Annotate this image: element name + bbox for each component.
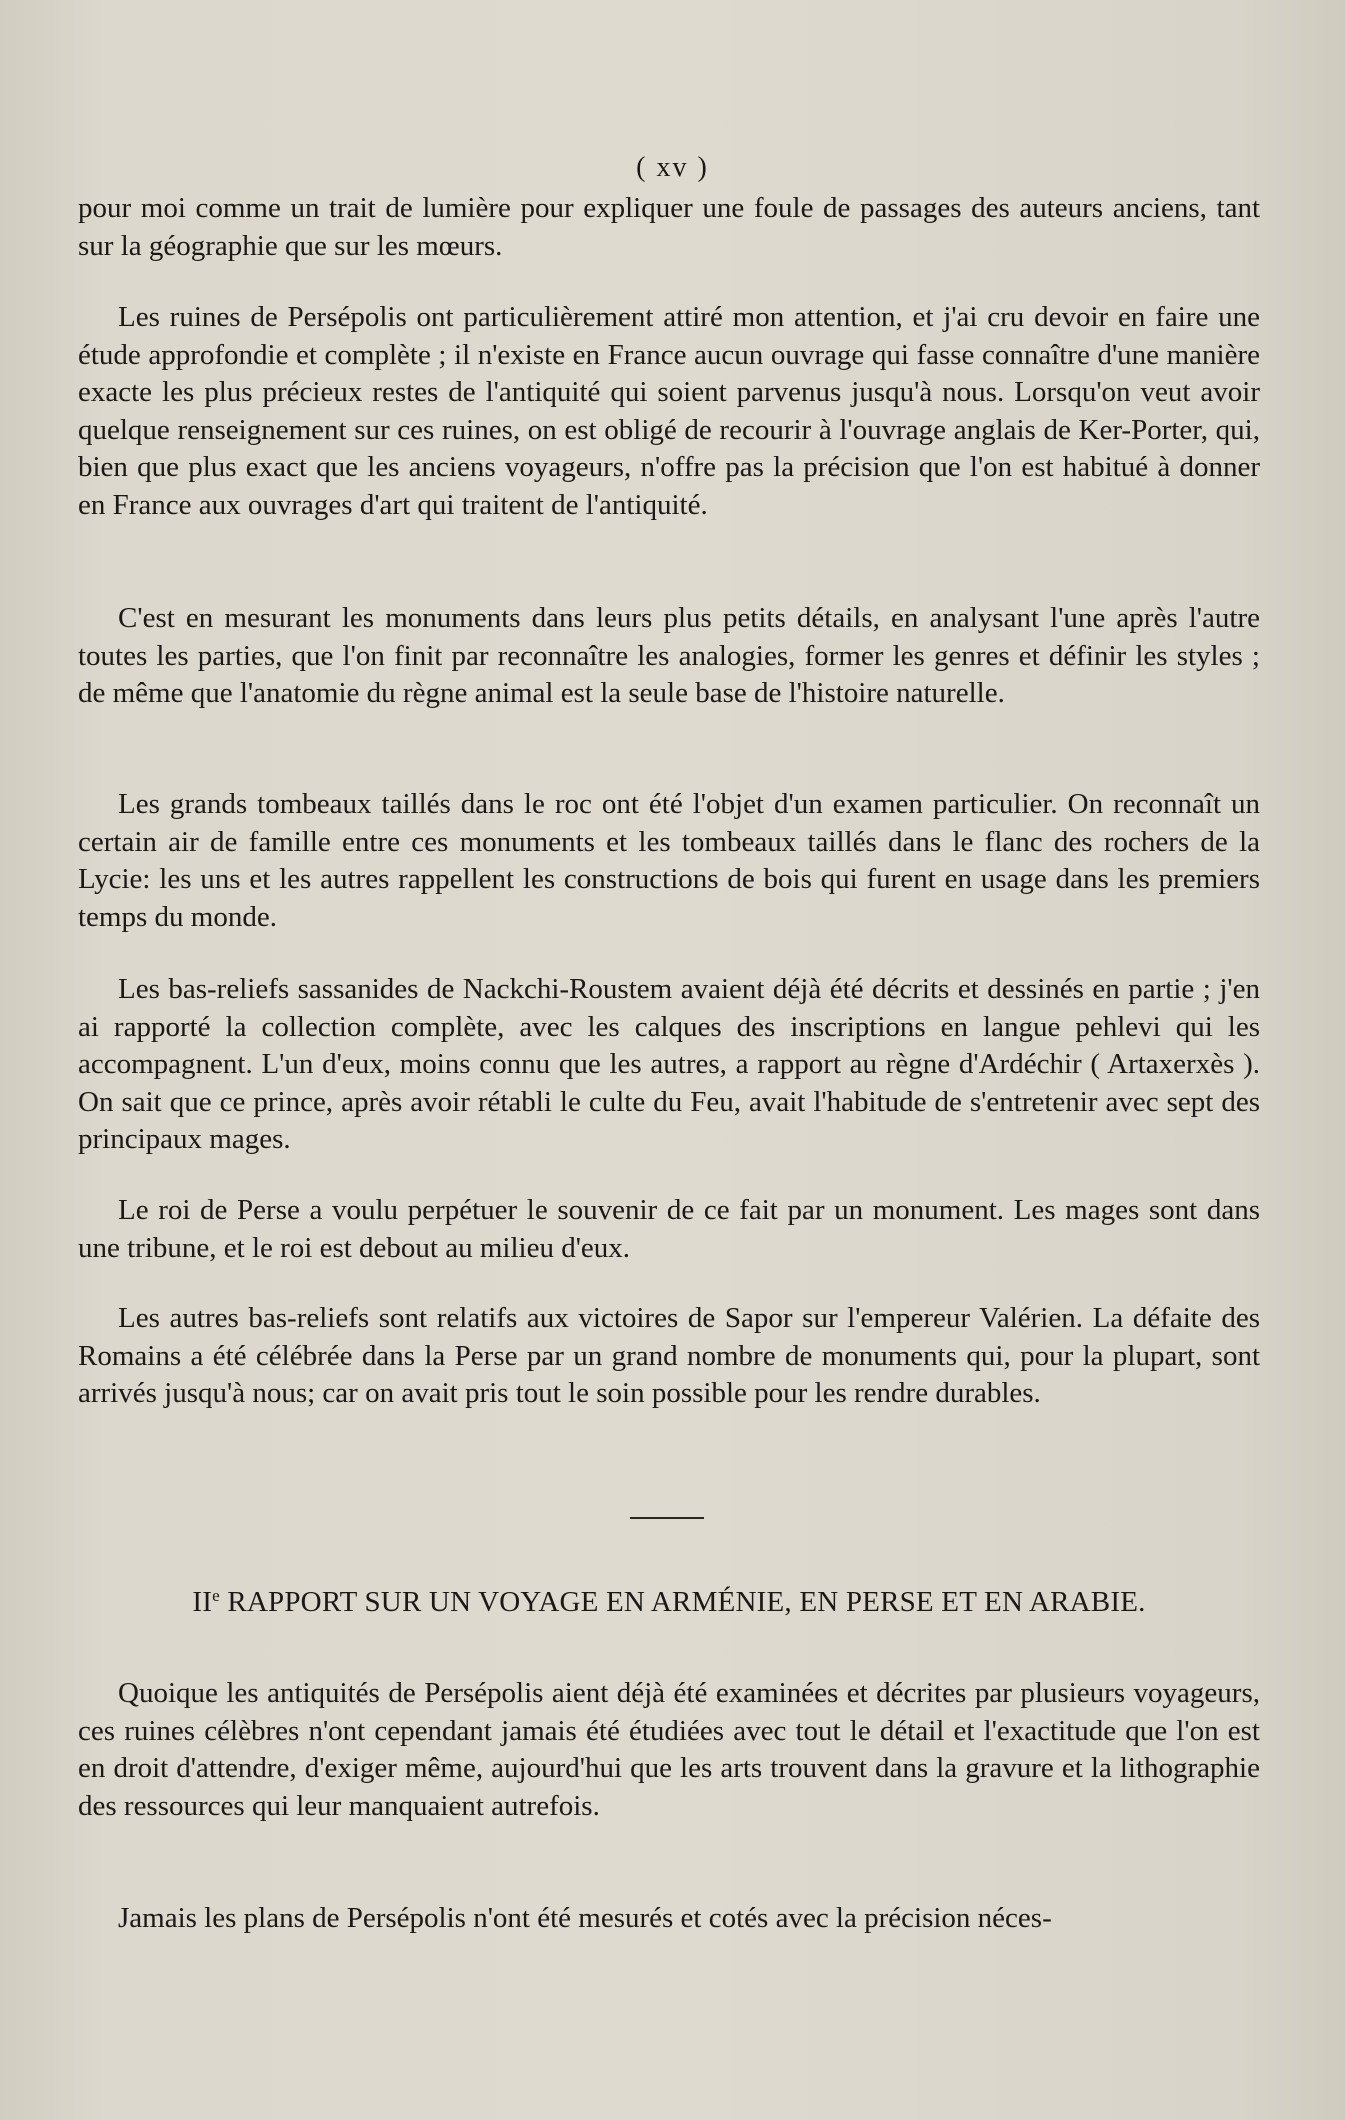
paragraph-3-block — [78, 600, 1260, 713]
paragraph-5-block — [78, 971, 1260, 1159]
paragraph-1-block — [78, 190, 1260, 265]
section-paragraph-1: Quoique les antiquités de Persépolis aient déjà été examinées et décrites par plusieurs voyageurs, ces ruines célèbres n'ont cependant jamais été étudiées avec tout le détail et l'exactitude que l'on est en droit d'attendre, d'exiger même, aujourd'hui que les arts trouvent dans la gravure et la lithographie des ressources qui leur manquaient autrefois. — [78, 1677, 1260, 1822]
paragraph-3: C'est en mesurant les monuments dans leurs plus petits détails, en analysant l'une après l'autre toutes les parties, que l'on finit par reconnaître les analogies, former les genres et définir les styles ; de même que l'anatomie du règne animal est la seule base de l'histoire naturelle. — [78, 602, 1260, 709]
page-number: ( xv ) — [636, 152, 709, 183]
section-heading-title: RAPPORT SUR UN VOYAGE EN ARMÉNIE, EN PERSE ET EN ARABIE. — [219, 1586, 1146, 1618]
paragraph-4-block — [78, 786, 1260, 936]
section-heading-numeral: II — [192, 1586, 213, 1618]
paragraph-7: Les autres bas-reliefs sont relatifs aux victoires de Sapor sur l'empereur Valérien. La défaite des Romains a été célébrée dans la Perse par un grand nombre de monuments qui, pour la plupart, sont arrivés jusqu'à nous; car on avait pris tout le soin possible pour les rendre durables. — [78, 1302, 1260, 1409]
section-paragraph-2-block — [78, 1900, 1260, 1938]
section-paragraph-2: Jamais les plans de Persépolis n'ont été mesurés et cotés avec la précision néces- — [118, 1902, 1052, 1934]
paragraph-7-block — [78, 1300, 1260, 1413]
section-paragraph-1-block — [78, 1675, 1260, 1825]
paragraph-5: Les bas-reliefs sassanides de Nackchi-Roustem avaient déjà été décrits et dessinés en partie ; j'en ai rapporté la collection complète, avec les calques des inscriptions en langue pehlevi qui les accompagnent. L'un d'eux, moins connu que les autres, a rapport au règne d'Ardéchir ( Artaxerxès ). On sait que ce prince, après avoir rétabli le culte du Feu, avait l'habitude de s'entretenir avec sept des principaux mages. — [78, 973, 1260, 1155]
paragraph-1: pour moi comme un trait de lumière pour expliquer une foule de passages des auteurs anciens, tant sur la géographie que sur les mœurs. — [78, 192, 1260, 262]
paragraph-6-block — [78, 1192, 1260, 1267]
section-divider — [630, 1517, 704, 1519]
paragraph-4: Les grands tombeaux taillés dans le roc ont été l'objet d'un examen particulier. On reconnaît un certain air de famille entre ces monuments et les tombeaux taillés dans le flanc des rochers de la Lycie: les uns et les autres rappellent les constructions de bois qui furent en usage dans les premiers temps du monde. — [78, 788, 1260, 933]
section-heading-superscript: e — [212, 1586, 220, 1605]
paragraph-2-block — [78, 299, 1260, 524]
section-heading — [78, 1586, 1260, 1619]
paragraph-6: Le roi de Perse a voulu perpétuer le souvenir de ce fait par un monument. Les mages sont dans une tribune, et le roi est debout au milieu d'eux. — [78, 1194, 1260, 1264]
paragraph-2: Les ruines de Persépolis ont particulièrement attiré mon attention, et j'ai cru devoir en faire une étude approfondie et complète ; il n'existe en France aucun ouvrage qui fasse connaître d'une manière exacte les plus précieux restes de l'antiquité qui soient parvenus jusqu'à nous. Lorsqu'on veut avoir quelque renseignement sur ces ruines, on est obligé de recourir à l'ouvrage anglais de Ker-Porter, qui, bien que plus exact que les anciens voyageurs, n'offre pas la précision que l'on est habitué à donner en France aux ouvrages d'art qui traitent de l'antiquité. — [78, 301, 1260, 521]
